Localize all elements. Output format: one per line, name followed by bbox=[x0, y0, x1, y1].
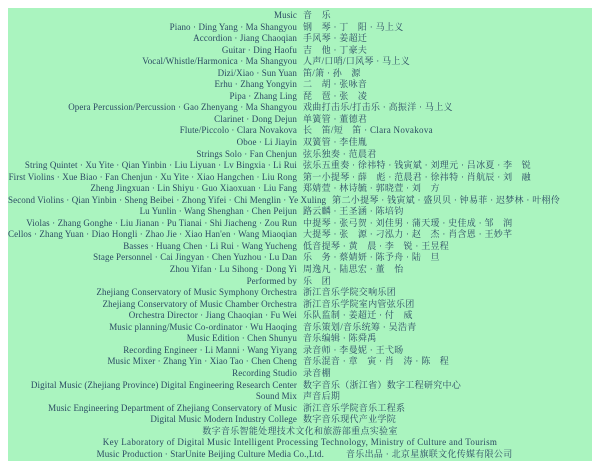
credit-row bbox=[8, 276, 592, 288]
credit-text-zh: 音乐出品 · 北京星旗联文化传媒有限公司 bbox=[346, 448, 513, 459]
credit-row bbox=[8, 160, 592, 172]
credit-text-en: Pipa · Zhang Ling bbox=[229, 90, 297, 101]
credit-text-zh: 钢 琴 · 丁 阳 · 马上义 bbox=[303, 21, 404, 32]
credit-text-en: Opera Percussion/Percussion · Gao Zhenyang · Ma Shangyou bbox=[68, 102, 297, 113]
credit-row bbox=[8, 252, 592, 264]
credit-text-en: Clarinet · Dong Dejun bbox=[214, 113, 297, 124]
credit-text-en: Music bbox=[274, 10, 297, 20]
credit-text-zh: 音乐策划/音乐统筹 · 吴浩青 bbox=[303, 321, 417, 332]
credit-text-en: Flute/Piccolo · Clara Novakova bbox=[179, 125, 297, 136]
credits-list bbox=[8, 8, 592, 460]
credit-text-en: Digital Music Modern Industry College bbox=[150, 414, 297, 425]
credit-text-zh: 乐队监制 · 姜超迁 · 付 威 bbox=[303, 310, 413, 321]
credit-text-zh: 周逸凡 · 陆思宏 · 董 怡 bbox=[303, 264, 404, 275]
credit-row bbox=[8, 380, 592, 392]
credit-row bbox=[8, 356, 592, 368]
credit-text-zh: 长 笛/短 笛 · Clara Novakova bbox=[303, 125, 433, 136]
credit-text-en: Cellos · Zhang Yuan · Diao Hongli · Zhao Jie · Xiao Han'en · Wang Miaoqian bbox=[8, 229, 297, 240]
credit-text-en: Dizi/Xiao · Sun Yuan bbox=[217, 67, 297, 78]
credit-text-en: Performed by bbox=[246, 275, 297, 286]
credit-row bbox=[8, 310, 592, 322]
credit-row bbox=[8, 91, 592, 103]
credit-row bbox=[8, 241, 592, 253]
credit-text-zh: 乐 务 · 蔡婧妍 · 陈予舟 · 陆 旦 bbox=[303, 252, 440, 263]
credit-text-en: Stage Personnel · Cai Jingyan · Chen Yuzhou · Lu Dan bbox=[93, 252, 297, 263]
credit-text-zh: 郑婧萱 · 林诗毓 · 郭晓萱 · 刘 方 bbox=[303, 183, 440, 194]
credit-row bbox=[8, 322, 592, 334]
credit-row bbox=[8, 449, 592, 461]
credit-text-en: Zhou Yifan · Lu Sihong · Dong Yi bbox=[169, 264, 297, 275]
credit-text-zh: 手风琴 · 姜超迁 bbox=[303, 33, 368, 44]
credit-row bbox=[8, 414, 592, 426]
credit-row bbox=[8, 22, 592, 34]
credit-text-zh: 弦乐独奏 · 范晨君 bbox=[303, 148, 377, 159]
credit-text-zh: 低音提琴 · 黄 晨 · 李 锐 · 王昱程 bbox=[303, 240, 450, 251]
credit-text-zh: 浙江音乐学院交响乐团 bbox=[303, 287, 397, 298]
credit-text-en: Second Violins · Qian Yinbin · Sheng Beibei · Zhong Yifei · Chi Menglin · Ye Xuling bbox=[8, 194, 327, 205]
credit-row bbox=[8, 45, 592, 57]
credit-text-en: Oboe · Li Jiayin bbox=[236, 137, 297, 148]
credit-text-zh: 音乐混音 · 章 寅 · 肖 涛 · 陈 程 bbox=[303, 356, 450, 367]
credit-text-en: Zhejiang Conservatory of Music Chamber Orchestra bbox=[102, 298, 297, 309]
credit-text-zh: 音乐编辑 · 陈舜禹 bbox=[303, 333, 377, 344]
credit-text-zh: 大提琴 · 张 源 · 刁泓力 · 赵 杰 · 肖含恩 · 王妙芊 bbox=[303, 229, 513, 240]
credit-text-en: Recording Studio bbox=[232, 367, 297, 378]
credit-text-zh: 笛/箫 · 孙 源 bbox=[303, 67, 361, 78]
credit-text-en: Guitar · Ding Haofu bbox=[221, 44, 297, 55]
credit-row bbox=[8, 114, 592, 126]
credit-text-en: Basses · Huang Chen · Li Rui · Wang Yucheng bbox=[123, 240, 297, 251]
credit-text-zh: 浙江音乐学院音乐工程系 bbox=[303, 402, 406, 413]
credit-row bbox=[8, 299, 592, 311]
credit-text-en: Violas · Zhang Gonghe · Liu Jianan · Pu Tianai · Shi Jiacheng · Zou Run bbox=[26, 217, 297, 228]
credit-text-en: Sound Mix bbox=[255, 391, 297, 402]
credit-row bbox=[8, 56, 592, 68]
credit-text-zh: 数字音乐现代产业学院 bbox=[303, 414, 397, 425]
credit-row bbox=[8, 403, 592, 415]
credits-panel bbox=[8, 8, 592, 461]
credit-row bbox=[8, 33, 592, 45]
credit-row bbox=[8, 218, 592, 230]
credit-row bbox=[8, 125, 592, 137]
credit-row bbox=[8, 345, 592, 357]
credit-text-en: Vocal/Whistle/Harmonica · Ma Shangyou bbox=[142, 56, 297, 67]
credit-text-zh: 二 胡 · 张咏音 bbox=[303, 79, 368, 90]
credit-text-zh: 单簧管 · 董德君 bbox=[303, 113, 368, 124]
credit-text-center: 数字音乐智能处理技术文化和旅游部重点实验室 bbox=[202, 425, 398, 436]
credit-text-zh: 浙江音乐学院室内管弦乐团 bbox=[303, 298, 415, 309]
credit-row bbox=[8, 264, 592, 276]
credit-text-en: Music Edition · Chen Shunyu bbox=[186, 333, 297, 344]
credit-row bbox=[8, 183, 592, 195]
credit-text-en: Digital Music (Zhejiang Province) Digital Engineering Research Center bbox=[30, 379, 297, 390]
credit-text-zh: 吉 他 · 丁豪夫 bbox=[303, 44, 368, 55]
credit-text-zh: 第二小提琴 · 钱寅斌 · 盛贝贝 · 钟易菲 · 迟梦林 · 叶栩伶 bbox=[332, 194, 561, 205]
credit-row bbox=[8, 437, 592, 449]
credit-row bbox=[8, 368, 592, 380]
credit-row bbox=[8, 10, 592, 22]
credit-text-zh: 数字音乐（浙江省）数字工程研究中心 bbox=[303, 379, 462, 390]
credit-text-en: Piano · Ding Yang · Ma Shangyou bbox=[169, 21, 297, 32]
credit-text-en: Strings Solo · Fan Chenjun bbox=[196, 148, 297, 159]
credit-text-en: String Quintet · Xu Yite · Qian Yinbin · Liu Liyuan · Lv Bingxia · Li Rui bbox=[24, 160, 297, 171]
credit-text-en: Music planning/Music Co-ordinator · Wu Haoqing bbox=[109, 321, 297, 332]
credit-text-zh: 戏曲打击乐/打击乐 · 高振洋 · 马上义 bbox=[303, 102, 453, 113]
credit-text-en: Recording Engineer · Li Manni · Wang Yiyang bbox=[123, 344, 297, 355]
credit-text-en: Accordion · Jiang Chaoqian bbox=[193, 33, 297, 44]
credit-text-zh: 声音后期 bbox=[303, 391, 341, 402]
credit-row bbox=[8, 102, 592, 114]
credit-row bbox=[8, 68, 592, 80]
credit-row bbox=[8, 206, 592, 218]
credit-row bbox=[8, 426, 592, 438]
credit-text-zh: 乐 团 bbox=[303, 275, 331, 286]
credit-text-en: First Violins · Xue Biao · Fan Chenjun · Xu Yite · Xiao Hangchen · Liu Rong bbox=[8, 171, 297, 182]
credit-text-en: Music Production · StarUnite Beijing Culture Media Co.,Ltd. bbox=[96, 448, 324, 459]
credit-text-zh: 录音师 · 李曼妮 · 王弋旸 bbox=[303, 344, 404, 355]
credit-text-en: Music Engineering Department of Zhejiang Conservatory of Music bbox=[48, 402, 297, 413]
credit-text-en: Lu Yunlin · Wang Shenghan · Chen Peijun bbox=[139, 206, 297, 217]
credit-row bbox=[8, 79, 592, 91]
credit-text-zh: 中提琴 · 张弓贺 · 刘佳男 · 蒲天瑷 · 史佳成 · 邹 润 bbox=[303, 217, 513, 228]
credit-text-zh: 弦乐五重奏 · 徐祎特 · 钱寅斌 · 刘理元 · 吕冰夏 · 李 锐 bbox=[303, 160, 531, 171]
credit-row bbox=[8, 391, 592, 403]
credit-text-en: Orchestra Director · Jiang Chaoqian · Fu Wei bbox=[128, 310, 297, 321]
credit-text-center: Key Laboratory of Digital Music Intelligent Processing Technology, Ministry of Culture and Tourism bbox=[102, 437, 498, 448]
credit-text-zh: 人声/口哨/口风琴 · 马上义 bbox=[303, 56, 410, 67]
credit-row bbox=[8, 172, 592, 184]
credit-text-en: Zheng Jingxuan · Lin Shiyu · Guo Xiaoxuan · Liu Fang bbox=[90, 183, 297, 194]
credit-text-en: Erhu · Zhang Yongyin bbox=[214, 79, 297, 90]
credit-text-zh: 路云麟 · 王圣涵 · 陈培钧 bbox=[303, 206, 404, 217]
credit-row bbox=[8, 137, 592, 149]
credit-text-zh: 音 乐 bbox=[303, 10, 331, 20]
credit-text-zh: 第一小提琴 · 薛 彪 · 范晨君 · 徐祎特 · 肖航辰 · 刘 融 bbox=[303, 171, 531, 182]
credit-text-zh: 录音棚 bbox=[303, 367, 331, 378]
credit-row bbox=[8, 287, 592, 299]
credit-text-en: Music Mixer · Zhang Yin · Xiao Tao · Chen Cheng bbox=[107, 356, 297, 367]
credit-row bbox=[8, 333, 592, 345]
credit-text-zh: 双簧管 · 李佳胤 bbox=[303, 137, 368, 148]
credit-text-en: Zhejiang Conservatory of Music Symphony Orchestra bbox=[96, 287, 297, 298]
credit-row bbox=[8, 195, 592, 207]
credit-row bbox=[8, 229, 592, 241]
credit-text-zh: 琵 琶 · 张 凌 bbox=[303, 90, 368, 101]
credit-row bbox=[8, 149, 592, 161]
